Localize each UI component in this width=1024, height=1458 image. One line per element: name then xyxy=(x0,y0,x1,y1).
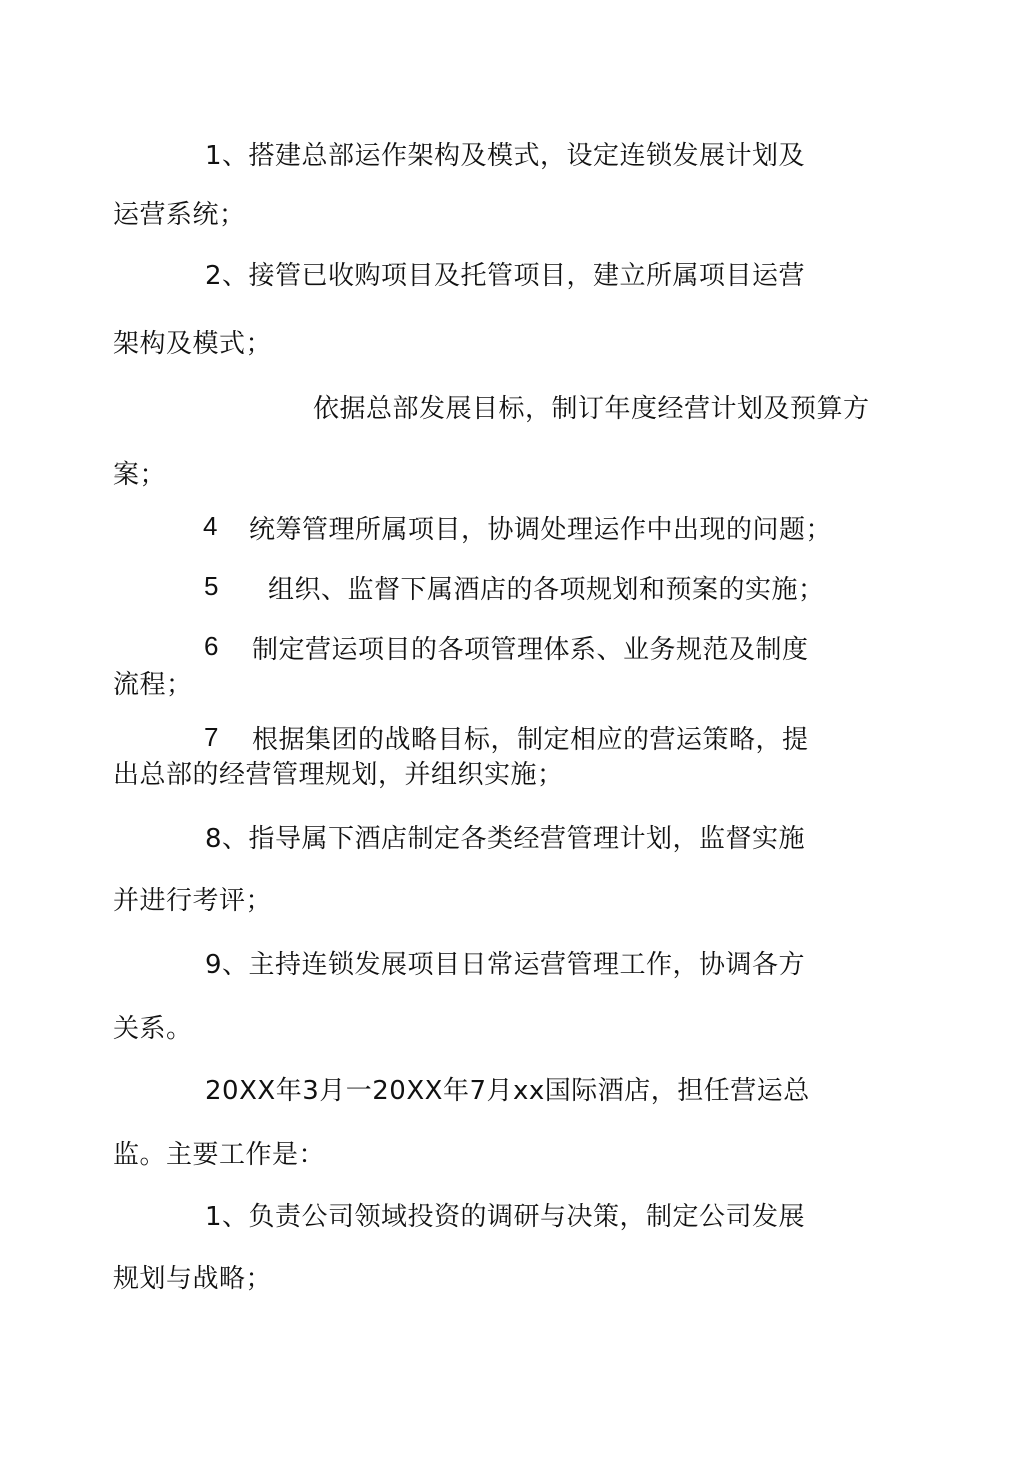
text-line: 并进行考评； xyxy=(113,886,273,916)
text-line: 运营系统； xyxy=(113,200,246,230)
text-line: 1、搭建总部运作架构及模式，设定连锁发展计划及 xyxy=(205,141,806,171)
text-line: 20XX年3月一20XX年7月xx国际酒店，担任营运总 xyxy=(205,1076,810,1106)
text-line: 监。主要工作是： xyxy=(113,1140,326,1170)
text-line: 流程； xyxy=(113,670,193,700)
text-line: 制定营运项目的各项管理体系、业务规范及制度 xyxy=(252,635,809,665)
text-line: 出总部的经营管理规划，并组织实施； xyxy=(113,760,564,790)
text-line: 2、接管已收购项目及托管项目，建立所属项目运营 xyxy=(205,261,806,291)
text-line: 架构及模式； xyxy=(113,329,273,359)
text-line: 根据集团的战略目标，制定相应的营运策略，提 xyxy=(252,725,809,755)
item-number: 6 xyxy=(204,631,219,661)
text-line: 关系。 xyxy=(113,1014,193,1044)
text-line: 9、主持连锁发展项目日常运营管理工作，协调各方 xyxy=(205,950,806,980)
text-line: 组织、监督下属酒店的各项规划和预案的实施； xyxy=(268,575,825,605)
text-line: 1、负责公司领域投资的调研与决策，制定公司发展 xyxy=(205,1202,806,1232)
item-number: 7 xyxy=(204,722,219,752)
text-line: 规划与战略； xyxy=(113,1264,273,1294)
item-number: 4 xyxy=(203,511,218,541)
text-line: 依据总部发展目标，制订年度经营计划及预算方 xyxy=(313,394,870,424)
text-line: 8、指导属下酒店制定各类经营管理计划，监督实施 xyxy=(205,824,806,854)
text-line: 统筹管理所属项目，协调处理运作中出现的问题； xyxy=(249,515,833,545)
text-line: 案； xyxy=(113,460,167,490)
item-number: 5 xyxy=(204,571,219,601)
